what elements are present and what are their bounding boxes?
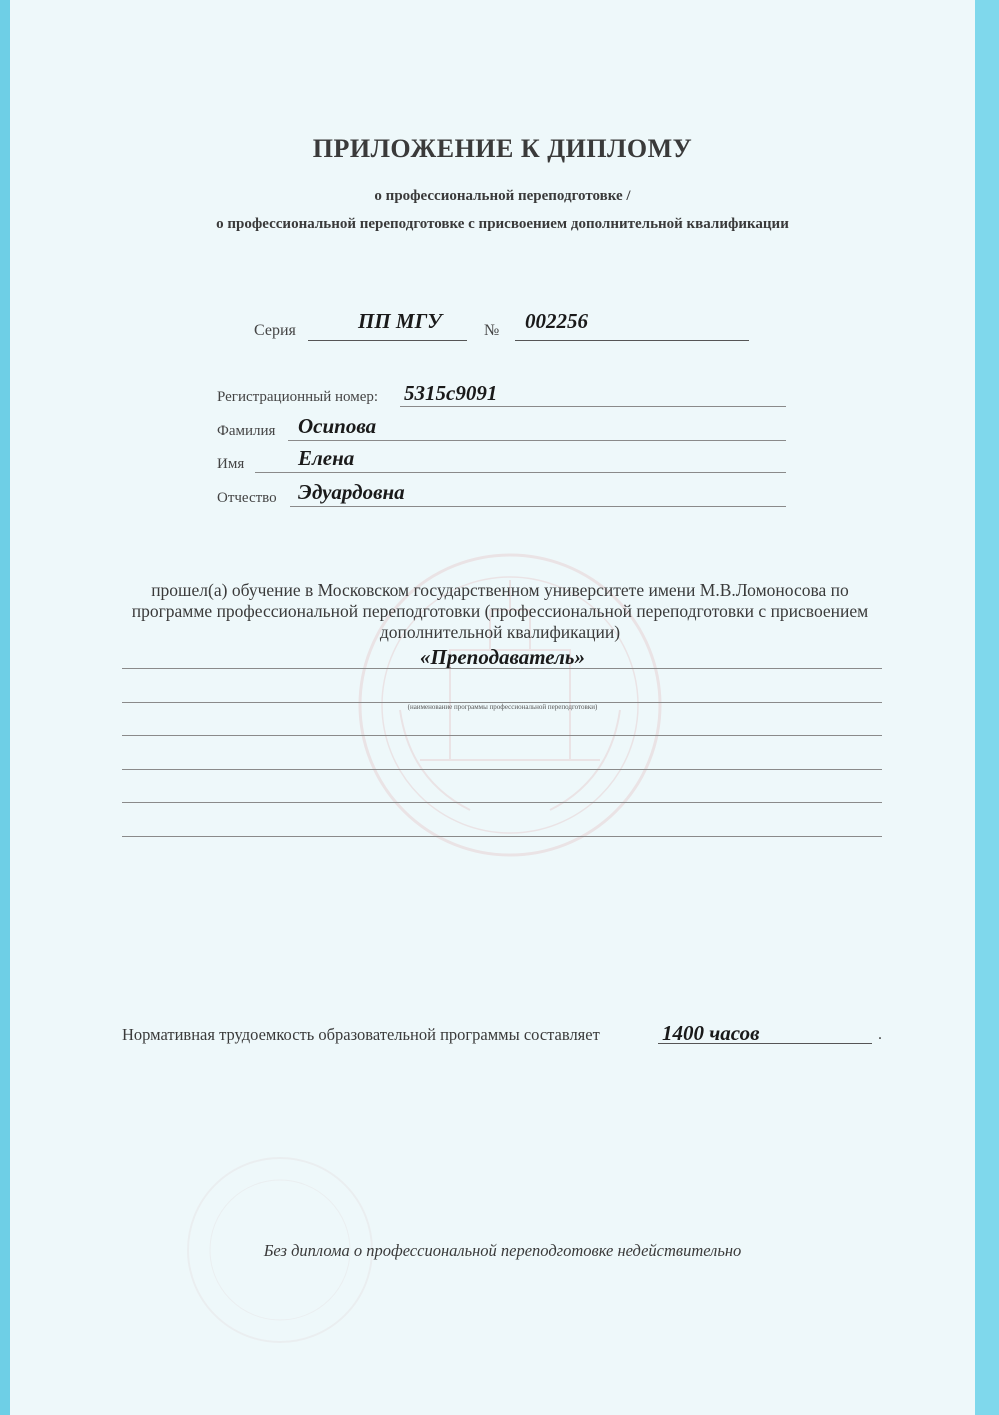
document-subtitle-line2: о профессиональной переподготовке с присвоением дополнительной квалификации [216, 216, 789, 232]
program-line-3 [122, 735, 882, 736]
patronymic-value: Эдуардовна [298, 480, 405, 504]
number-value: 002256 [525, 309, 588, 333]
given-name-value: Елена [298, 446, 355, 470]
number-underline [515, 340, 749, 341]
registration-number-line [400, 406, 786, 407]
patronymic-label: Отчество [217, 490, 277, 506]
series-value: ПП МГУ [358, 309, 442, 333]
given-name-line [255, 472, 786, 473]
program-paragraph: прошел(а) обучение в Московском государственном университете имени М.В.Ломоносова по программе профессиональной переподготовки (профессиональной переподготовки с присвоением дополнительной квалификации) [131, 580, 869, 642]
patronymic-line [290, 506, 786, 507]
series-underline [308, 340, 467, 341]
program-line-1 [122, 668, 882, 669]
series-label: Серия [254, 322, 296, 339]
scan-edge-right [975, 0, 999, 1415]
workload-period: . [878, 1026, 882, 1043]
number-label: № [484, 322, 500, 339]
surname-label: Фамилия [217, 423, 276, 439]
workload-value: 1400 часов [662, 1021, 760, 1045]
program-line-4 [122, 769, 882, 770]
registration-number-label: Регистрационный номер: [217, 389, 379, 405]
program-caption: (наименование программы профессиональной переподготовки) [407, 703, 598, 711]
document-title: ПРИЛОЖЕНИЕ К ДИПЛОМУ [312, 134, 693, 163]
surname-line [288, 440, 786, 441]
surname-value: Осипова [298, 414, 377, 438]
registration-number-value: 5315с9091 [404, 381, 498, 405]
program-line-5 [122, 802, 882, 803]
document-subtitle-line1: о профессиональной переподготовке / [374, 188, 631, 204]
scan-edge-left [0, 0, 10, 1415]
program-line-6 [122, 836, 882, 837]
diploma-supplement-page [10, 0, 975, 1415]
workload-label: Нормативная трудоемкость образовательной программы составляет [122, 1025, 600, 1044]
program-name: «Преподаватель» [420, 645, 585, 669]
given-name-label: Имя [217, 456, 245, 472]
validity-note: Без диплома о профессиональной переподготовке недействительно [263, 1241, 742, 1260]
